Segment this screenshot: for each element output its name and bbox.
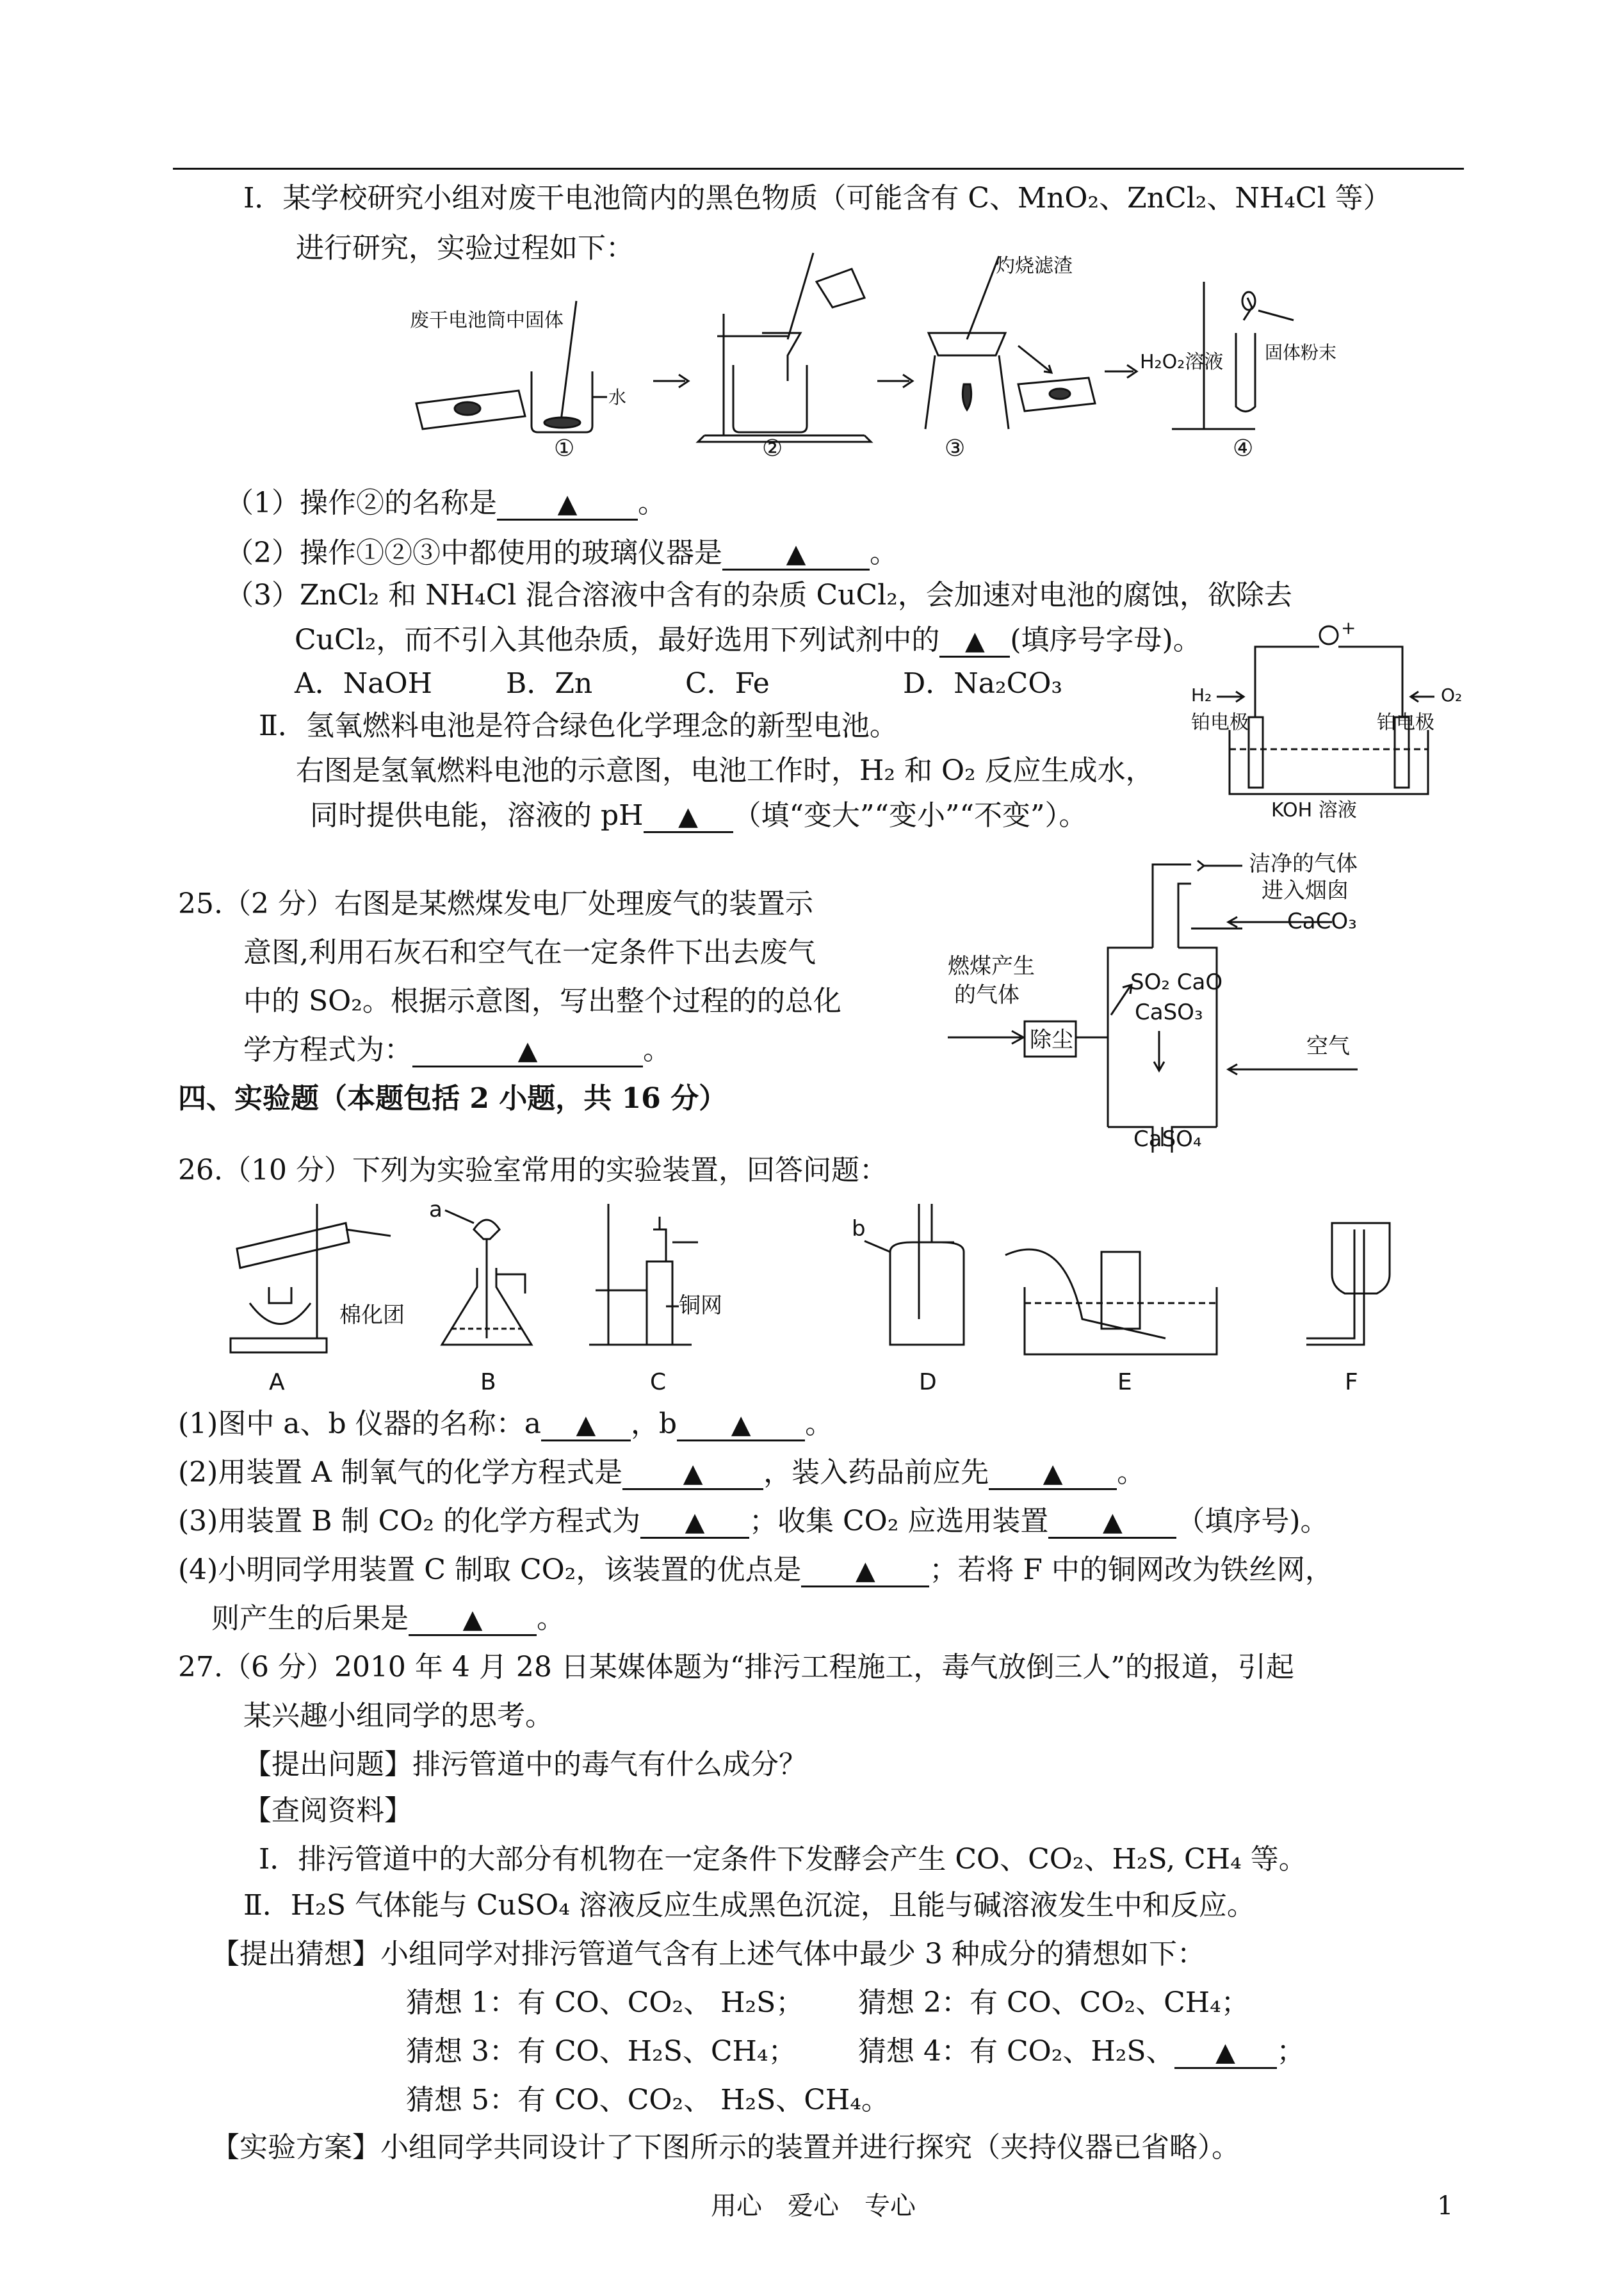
lamp-a — [269, 1287, 291, 1303]
guess-2: 猜想 2：有 CO、CO₂、CH₄； — [858, 1986, 1249, 2019]
sec2-line3 — [310, 798, 1087, 834]
q27-guess-intro: 【提出猜想】小组同学对排污管道气含有上述气体中最少 3 种成分的猜想如下： — [211, 1938, 1205, 1970]
test-tube-a — [237, 1223, 349, 1268]
sec1-intro-line1: Ⅰ．某学校研究小组对废干电池筒内的黑色物质（可能含有 C、MnO₂、ZnCl₂、NH₄Cl 等） — [243, 182, 1392, 215]
burn-label: 灼烧滤渣 — [996, 255, 1073, 277]
arrow-3 — [1105, 365, 1137, 378]
question-3-tail: (填序号字母)。 — [1010, 624, 1201, 656]
q25-line3: 中的 SO₂。根据示意图，写出整个过程的的总化 — [243, 985, 841, 1018]
q25-line4-text: 学方程式为： — [243, 1034, 412, 1066]
electrode-left — [1249, 717, 1263, 788]
step-4-number: ④ — [1233, 435, 1254, 462]
question-2-text: （2）操作①②③中都使用的玻璃仪器是 — [225, 537, 722, 569]
q26-part4-text: (4)小明同学用装置 C 制取 CO₂，该装置的优点是 — [178, 1553, 802, 1586]
h2-label: H₂ — [1191, 685, 1212, 706]
step-3-number: ③ — [945, 435, 966, 462]
cotton-label: 棉化团 — [339, 1302, 405, 1328]
q26-part3-mid: ；收集 CO₂ 应选用装置 — [749, 1505, 1049, 1537]
label-b: B — [480, 1369, 496, 1395]
q26-part3 — [178, 1504, 1329, 1539]
period: 。 — [638, 487, 666, 519]
apparatus-figure — [231, 1191, 1434, 1402]
step-2-number: ② — [762, 435, 783, 462]
q26-part4 — [178, 1552, 1333, 1588]
chimney-pipe — [1153, 864, 1191, 948]
q27-ref: 【查阅资料】 — [243, 1794, 412, 1827]
option-a: A．NaOH — [295, 667, 432, 700]
q26-part1-text: (1)图中 a、b 仪器的名称：a — [178, 1407, 541, 1440]
q26-part2 — [178, 1455, 1145, 1491]
footer-motto: 用心 爱心 专心 — [711, 2191, 916, 2221]
period: 。 — [870, 537, 898, 569]
label-a-pointer: a — [429, 1197, 443, 1222]
beaker-2 — [733, 365, 807, 432]
funnel-b — [474, 1220, 499, 1239]
answer-blank[interactable]: ▲ — [640, 1507, 749, 1539]
q26-part2-text: (2)用装置 A 制氧气的化学方程式是 — [178, 1456, 623, 1489]
q25-line2: 意图,利用石灰石和空气在一定条件下出去废气 — [243, 936, 816, 969]
question-3-line2 — [295, 622, 1201, 658]
answer-blank[interactable]: ▲ — [409, 1605, 537, 1636]
page-number: 1 — [1437, 2191, 1454, 2221]
question-1-text: （1）操作②的名称是 — [225, 487, 497, 519]
ammeter — [1320, 626, 1338, 644]
q27-line2: 某兴趣小组同学的思考。 — [243, 1699, 553, 1732]
period: 。 — [1117, 1456, 1146, 1489]
q26-title: 26.（10 分）下列为实验室常用的实验装置，回答问题： — [178, 1154, 888, 1187]
guess-3: 猜想 3：有 CO、H₂S、CH₄； — [406, 2035, 797, 2068]
guess-5: 猜想 5：有 CO、CO₂、 H₂S、CH₄。 — [406, 2084, 889, 2116]
q27-ref-1: Ⅰ．排污管道中的大部分有机物在一定条件下发酵会产生 CO、CO₂、H₂S, CH₄ 等。 — [259, 1843, 1307, 1876]
answer-blank[interactable]: ▲ — [801, 1556, 929, 1587]
koh-label: KOH 溶液 — [1271, 799, 1357, 822]
label-a: A — [269, 1369, 285, 1395]
q27-ask: 【提出问题】排污管道中的毒气有什么成分？ — [243, 1748, 807, 1781]
option-d: D．Na₂CO₃ — [903, 667, 1063, 700]
powder-label: 固体粉末 — [1265, 342, 1337, 363]
cell-container — [1230, 730, 1428, 794]
glass-rod-3 — [967, 256, 999, 339]
q27-line1: 27.（6 分）2010 年 4 月 28 日某媒体题为“排污工程施工，毒气放倒三人”的报道，引起 — [178, 1651, 1294, 1683]
answer-blank[interactable]: ▲ — [412, 1036, 643, 1067]
sec2-line2: 右图是氢氧燃料电池的示意图，电池工作时，H₂ 和 O₂ 反应生成水， — [296, 754, 1154, 787]
delivery-tube-e — [1005, 1249, 1165, 1338]
period: 。 — [805, 1407, 834, 1440]
q25-line4 — [243, 1032, 671, 1068]
test-tube — [1236, 333, 1255, 412]
question-3-line1: （3）ZnCl₂ 和 NH₄Cl 混合溶液中含有的杂质 CuCl₂，会加速对电池的腐蚀，欲除去 — [225, 579, 1292, 612]
answer-blank[interactable]: ▲ — [722, 539, 870, 571]
q27-plan: 【实验方案】小组同学共同设计了下图所示的装置并进行探究（夹持仪器已省略）。 — [211, 2131, 1240, 2164]
option-b: B．Zn — [506, 667, 593, 700]
sec2-line1: Ⅱ．氢氧燃料电池是符合绿色化学理念的新型电池。 — [259, 710, 898, 742]
answer-blank[interactable]: ▲ — [1048, 1507, 1176, 1539]
clean-gas-label: 洁净的气体 — [1249, 851, 1358, 877]
answer-blank[interactable]: ▲ — [644, 802, 733, 833]
question-2 — [225, 535, 898, 571]
period: 。 — [537, 1602, 565, 1635]
bottle-d — [890, 1242, 964, 1345]
electrode-label-right: 铂电极 — [1377, 711, 1434, 734]
guess-1: 猜想 1：有 CO、CO₂、 H₂S； — [406, 1986, 804, 2019]
funnel — [762, 333, 800, 381]
q26-part4-line2 — [211, 1601, 565, 1637]
flue-gas-figure — [948, 845, 1460, 1153]
trough-e — [1025, 1287, 1217, 1354]
answer-blank[interactable]: ▲ — [989, 1459, 1117, 1490]
label-e: E — [1117, 1369, 1132, 1395]
q27-ref-2: Ⅱ．H₂S 气体能与 CuSO₄ 溶液反应生成黑色沉淀，且能与碱溶液发生中和反应。 — [243, 1889, 1255, 1922]
dust-label: 除尘 — [1030, 1027, 1073, 1053]
label-f: F — [1345, 1369, 1358, 1395]
answer-blank[interactable]: ▲ — [677, 1410, 805, 1441]
answer-blank[interactable]: ▲ — [1174, 2038, 1277, 2069]
pouring-beaker — [816, 269, 865, 307]
q25-line1: 25.（2 分）右图是某燃煤发电厂处理废气的装置示 — [178, 888, 813, 920]
sec2-line3-tail: （填“变大”“变小”“不变”）。 — [733, 799, 1087, 832]
q26-part3-tail: （填序号)。 — [1176, 1505, 1329, 1537]
battery-experiment-figure — [403, 243, 1337, 462]
gas-jar-e — [1101, 1252, 1140, 1329]
arrow-2 — [877, 375, 913, 387]
h2o2-label: H₂O₂溶液 — [1140, 351, 1224, 373]
answer-blank[interactable]: ▲ — [622, 1459, 763, 1490]
caco3-label: CaCO₃ — [1287, 909, 1357, 934]
answer-blank[interactable]: ▲ — [497, 489, 638, 521]
caso3-label: CaSO₃ — [1135, 1000, 1203, 1025]
air-arrow — [1228, 1064, 1358, 1075]
question-3-text: CuCl₂，而不引入其他杂质，最好选用下列试剂中的 — [295, 624, 940, 656]
inlet-arrow — [948, 1031, 1023, 1044]
bottle-f — [1332, 1223, 1390, 1293]
crucible — [929, 333, 1005, 355]
q26-part4-mid: ；若将 F 中的铜网改为铁丝网， — [929, 1553, 1333, 1586]
question-1 — [225, 485, 666, 521]
q26-part4-line2-text: 则产生的后果是 — [211, 1602, 409, 1635]
option-c: C．Fe — [685, 667, 770, 700]
caso4-label: CaSO₄ — [1133, 1126, 1202, 1152]
section-4-title: 四、实验题（本题包括 2 小题，共 16 分） — [178, 1082, 727, 1115]
tube-c — [647, 1261, 672, 1345]
answer-blank[interactable]: ▲ — [541, 1410, 631, 1441]
q26-part2-mid: ，装入药品前应先 — [763, 1456, 989, 1489]
q26-part3-text: (3)用装置 B 制 CO₂ 的化学方程式为 — [178, 1505, 640, 1537]
period: 。 — [643, 1034, 671, 1066]
guess-4-tail: ； — [1276, 2035, 1305, 2068]
q26-part1-mid: ，b — [630, 1407, 678, 1440]
sec1-intro-line2: 进行研究，实验过程如下： — [296, 232, 634, 264]
label-d: D — [919, 1369, 937, 1395]
flame — [962, 384, 971, 410]
so2-cao-label: SO₂ CaO — [1130, 969, 1223, 995]
electrode-label-left: 铂电极 — [1191, 711, 1249, 734]
guess-4 — [858, 2034, 1305, 2070]
air-label: 空气 — [1306, 1034, 1350, 1059]
water-label: 水 — [608, 387, 627, 408]
fuel-cell-figure — [1191, 617, 1463, 826]
step-1-number: ① — [554, 435, 575, 462]
coal-gas-label-2: 的气体 — [954, 982, 1019, 1008]
external-circuit — [1255, 647, 1402, 717]
arrow-1 — [653, 375, 688, 387]
label-b-pointer: b — [852, 1216, 866, 1242]
guess-4-text: 猜想 4：有 CO₂、H₂S、 — [858, 2035, 1174, 2068]
battery-label: 废干电池筒中固体 — [410, 309, 564, 332]
q26-part1 — [178, 1406, 833, 1442]
o2-label: O₂ — [1441, 685, 1463, 706]
copper-label: 铜网 — [679, 1293, 722, 1318]
chimney-label: 进入烟囱 — [1262, 878, 1349, 904]
glass-rod-2 — [788, 253, 813, 339]
answer-blank[interactable]: ▲ — [939, 626, 1010, 658]
coal-gas-label-1: 燃煤产生 — [948, 953, 1035, 979]
header-rule — [173, 168, 1464, 170]
sec2-line3-text: 同时提供电能，溶液的 pH — [310, 799, 644, 832]
svg-text:+: + — [1341, 617, 1356, 638]
label-c: C — [650, 1369, 667, 1395]
